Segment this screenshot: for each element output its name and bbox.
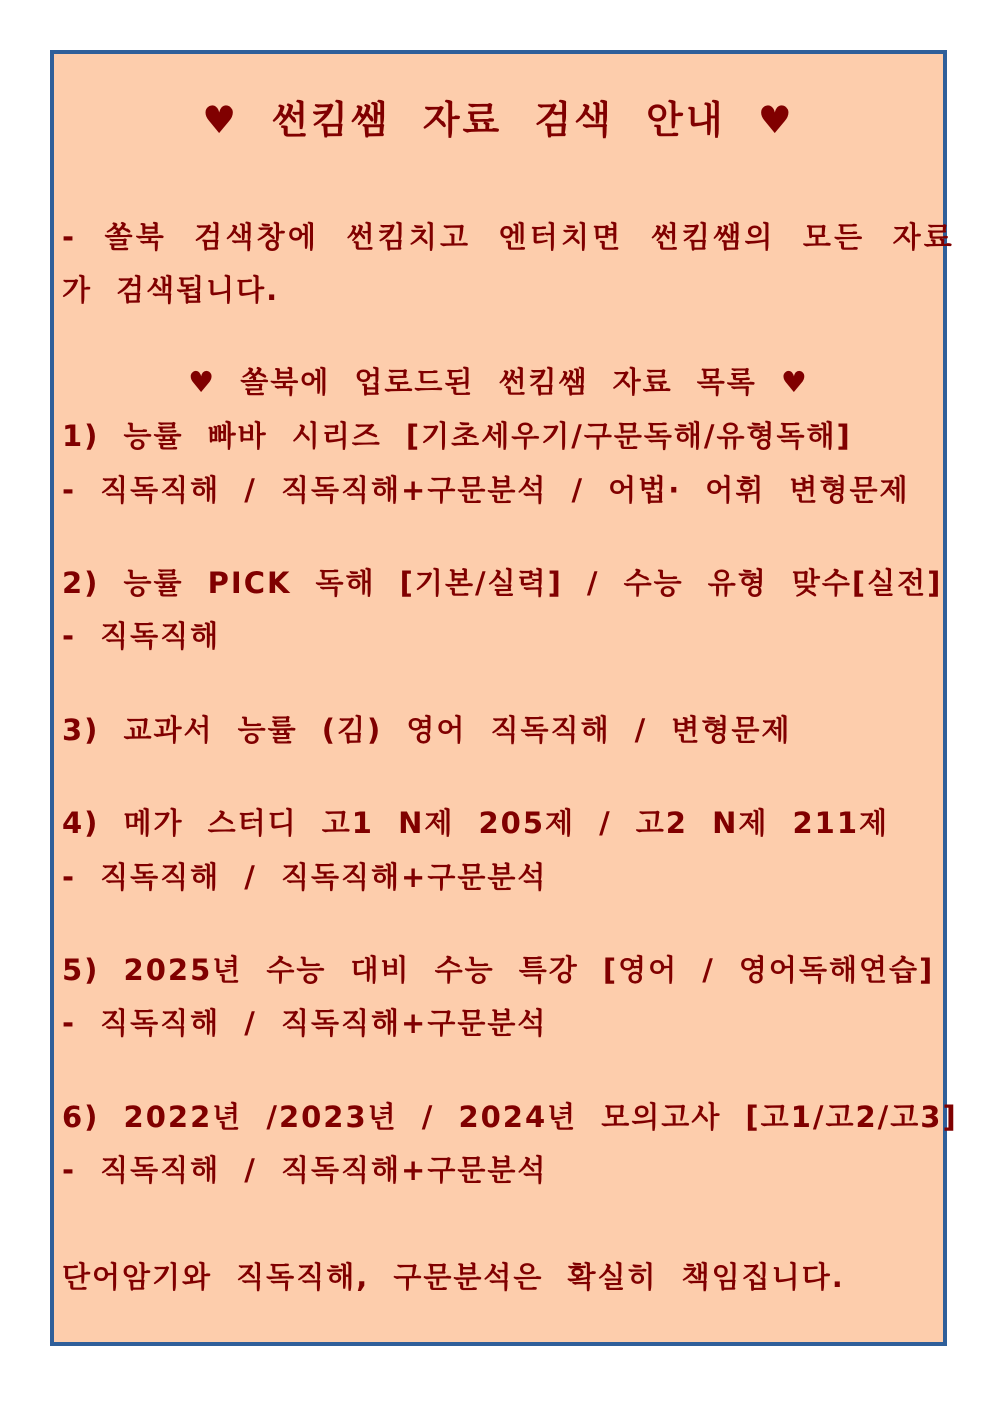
item-5-detail: - 직독직해 / 직독직해+구문분석 — [62, 1006, 548, 1040]
item-6-title: 6) 2022년 /2023년 / 2024년 모의고사 [고1/고2/고3] — [62, 1100, 958, 1134]
notice-box — [50, 50, 958, 1346]
item-2-detail: - 직독직해 — [62, 619, 221, 653]
item-4-title: 4) 메가 스터디 고1 N제 205제 / 고2 N제 211제 — [62, 806, 890, 840]
page-title: ♥ 썬킴쌤 자료 검색 안내 ♥ — [202, 98, 795, 142]
footer-note: 단어암기와 직독직해, 구문분석은 확실히 책임집니다. — [62, 1260, 845, 1294]
item-1-title: 1) 능률 빠바 시리즈 [기초세우기/구문독해/유형독해] — [62, 419, 852, 453]
item-3-title: 3) 교과서 능률 (김) 영어 직독직해 / 변형문제 — [62, 713, 792, 747]
intro-line-2: 가 검색됩니다. — [62, 273, 280, 307]
item-5-title: 5) 2025년 수능 대비 수능 특강 [영어 / 영어독해연습] — [62, 953, 935, 987]
list-header: ♥ 쏠북에 업로드된 썬킴쌤 자료 목록 ♥ — [188, 365, 809, 399]
item-6-detail: - 직독직해 / 직독직해+구문분석 — [62, 1153, 548, 1187]
item-1-detail: - 직독직해 / 직독직해+구문분석 / 어법· 어휘 변형문제 — [62, 473, 910, 507]
item-2-title: 2) 능률 PICK 독해 [기본/실력] / 수능 유형 맞수[실전] — [62, 566, 943, 600]
item-4-detail: - 직독직해 / 직독직해+구문분석 — [62, 860, 548, 894]
intro-line-1: - 쏠북 검색창에 썬킴치고 엔터치면 썬킴쌤의 모든 자료 — [62, 220, 956, 254]
